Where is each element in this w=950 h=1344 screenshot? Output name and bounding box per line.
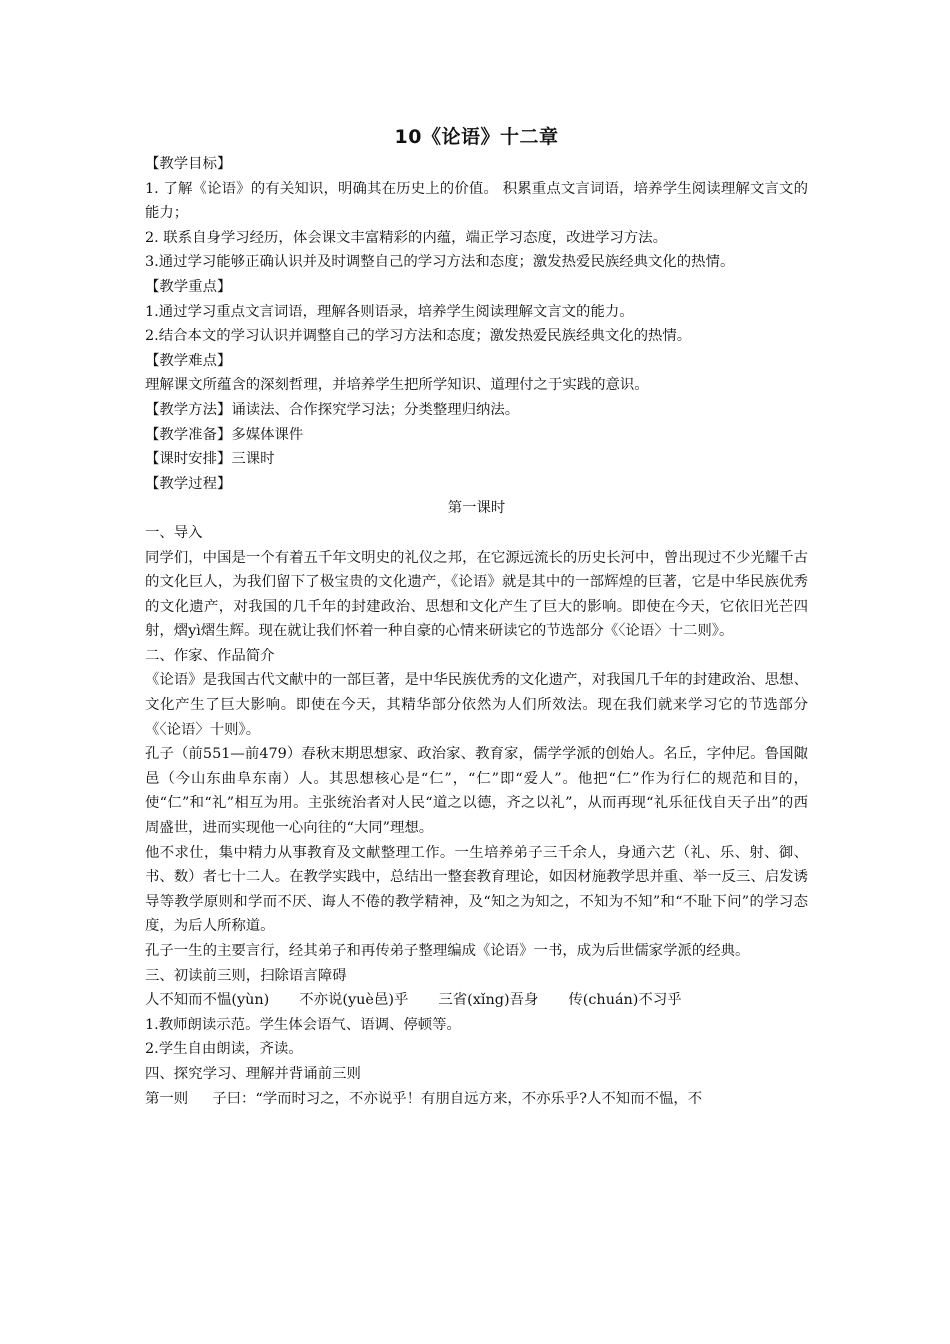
difficulties-heading: 【教学难点】 <box>145 352 232 369</box>
goals-heading: 【教学目标】 <box>145 156 232 172</box>
goal-item-2: 2. 联系自身学习经历，体会课文丰富精彩的内蕴，端正学习态度，改进学习方法。 <box>145 229 667 246</box>
pinyin-item-3: 三省(xǐng)吾身 <box>438 992 539 1009</box>
key-point-item-2: 2.结合本文的学习认识并调整自己的学习方法和态度；激发热爱民族经典文化的热情。 <box>145 328 692 345</box>
preparation-line: 【教学准备】多媒体课件 <box>145 426 304 443</box>
schedule-line: 【课时安排】三课时 <box>145 451 275 468</box>
process-heading: 【教学过程】 <box>145 475 232 492</box>
key-points-heading: 【教学重点】 <box>145 278 232 295</box>
author-para-2: 孔子（前551—前479）春秋末期思想家、政治家、教育家，儒学学派的创始人。名丘，字仲尼。鲁国陬邑（今山东曲阜东南）人。其思想核心是“仁”，“仁”即“爱人”。他把“仁”作为行仁的规范和目的，使“仁”和“礼”相互为用。主张统治者对人民“道之以德，齐之以礼”，从而再现“礼乐征伐自天子出”的西周盛世，进而实现他一心向往的“大同”理想。 <box>145 746 808 837</box>
reading-step-1: 1.教师朗读示范。学生体会语气、语调、停顿等。 <box>145 1016 461 1033</box>
difficulties-text: 理解课文所蕴含的深刻哲理，并培养学生把所学知识、道理付之于实践的意识。 <box>145 377 649 394</box>
goal-item-3: 3.通过学习能够正确认识并及时调整自己的学习方法和态度；激发热爱民族经典文化的热情。 <box>145 254 735 271</box>
document-page <box>145 122 808 1111</box>
first-passage-label: 第一则 <box>145 1090 189 1107</box>
key-point-item-1: 1.通过学习重点文言词语，理解各则语录，培养学生阅读理解文言文的能力。 <box>145 303 634 320</box>
first-passage <box>145 1087 808 1112</box>
first-passage-text: 子曰：“学而时习之，不亦说乎！有朋自远方来，不亦乐乎?人不知而不愠，不 <box>212 1090 703 1107</box>
intro-text: 同学们，中国是一个有着五千年文明史的礼仪之邦，在它源远流长的历史长河中，曾出现过不少光耀千古的文化巨人，为我们留下了极宝贵的文化遗产，《论语》就是其中的一部辉煌的巨著，它是中华民族优秀的文化遗产，对我国的几千年的封建政治、思想和文化产生了巨大的影响。即使在今天，它依旧光芒四射，熠yì熠生辉。现在就让我们怀着一种自豪的心情来研读它的节选部分《〈论语〉十二则》。 <box>145 549 808 640</box>
methods-line: 【教学方法】诵读法、合作探究学习法；分类整理归纳法。 <box>145 401 520 418</box>
goal-item-1: 1. 了解《论语》的有关知识，明确其在历史上的价值。 积累重点文言词语，培养学生阅读理解文言文的能力； <box>145 180 808 222</box>
pinyin-line <box>145 988 808 1013</box>
pinyin-item-2: 不亦说(yuè邑)乎 <box>299 992 409 1009</box>
explore-heading: 四、探究学习、理解并背诵前三则 <box>145 1065 361 1082</box>
author-para-4: 孔子一生的主要言行，经其弟子和再传弟子整理编成《论语》一书，成为后世儒家学派的经典。 <box>145 943 750 959</box>
intro-heading: 一、导入 <box>145 524 203 541</box>
pinyin-item-1: 人不知而不愠(yùn) <box>145 992 270 1009</box>
author-heading: 二、作家、作品简介 <box>145 647 275 664</box>
lesson1-heading: 第一课时 <box>447 500 506 517</box>
author-para-3: 他不求仕，集中精力从事教育及文献整理工作。一生培养弟子三千余人，身通六艺（礼、乐、射、御、书、数）者七十二人。在教学实践中，总结出一整套教育理论，如因材施教学思并重、举一反三、启发诱导等教学原则和学而不厌、诲人不倦的教学精神，及“知之为知之，不知为不知”和“不耻下问”的学习态度，为后人所称道。 <box>145 844 808 935</box>
reading-step-2: 2.学生自由朗读，齐读。 <box>145 1041 303 1058</box>
reading-heading: 三、初读前三则，扫除语言障碍 <box>145 967 347 984</box>
pinyin-item-4: 传(chuán)不习乎 <box>568 992 682 1009</box>
document-title: 10《论语》十二章 <box>394 126 559 148</box>
author-para-1: 《论语》是我国古代文献中的一部巨著，是中华民族优秀的文化遗产，对我国几千年的封建政治、思想、文化产生了巨大影响。即使在今天，其精华部分依然为人们所效法。现在我们就来学习它的节选部分《〈论语〉十则》。 <box>145 672 808 738</box>
